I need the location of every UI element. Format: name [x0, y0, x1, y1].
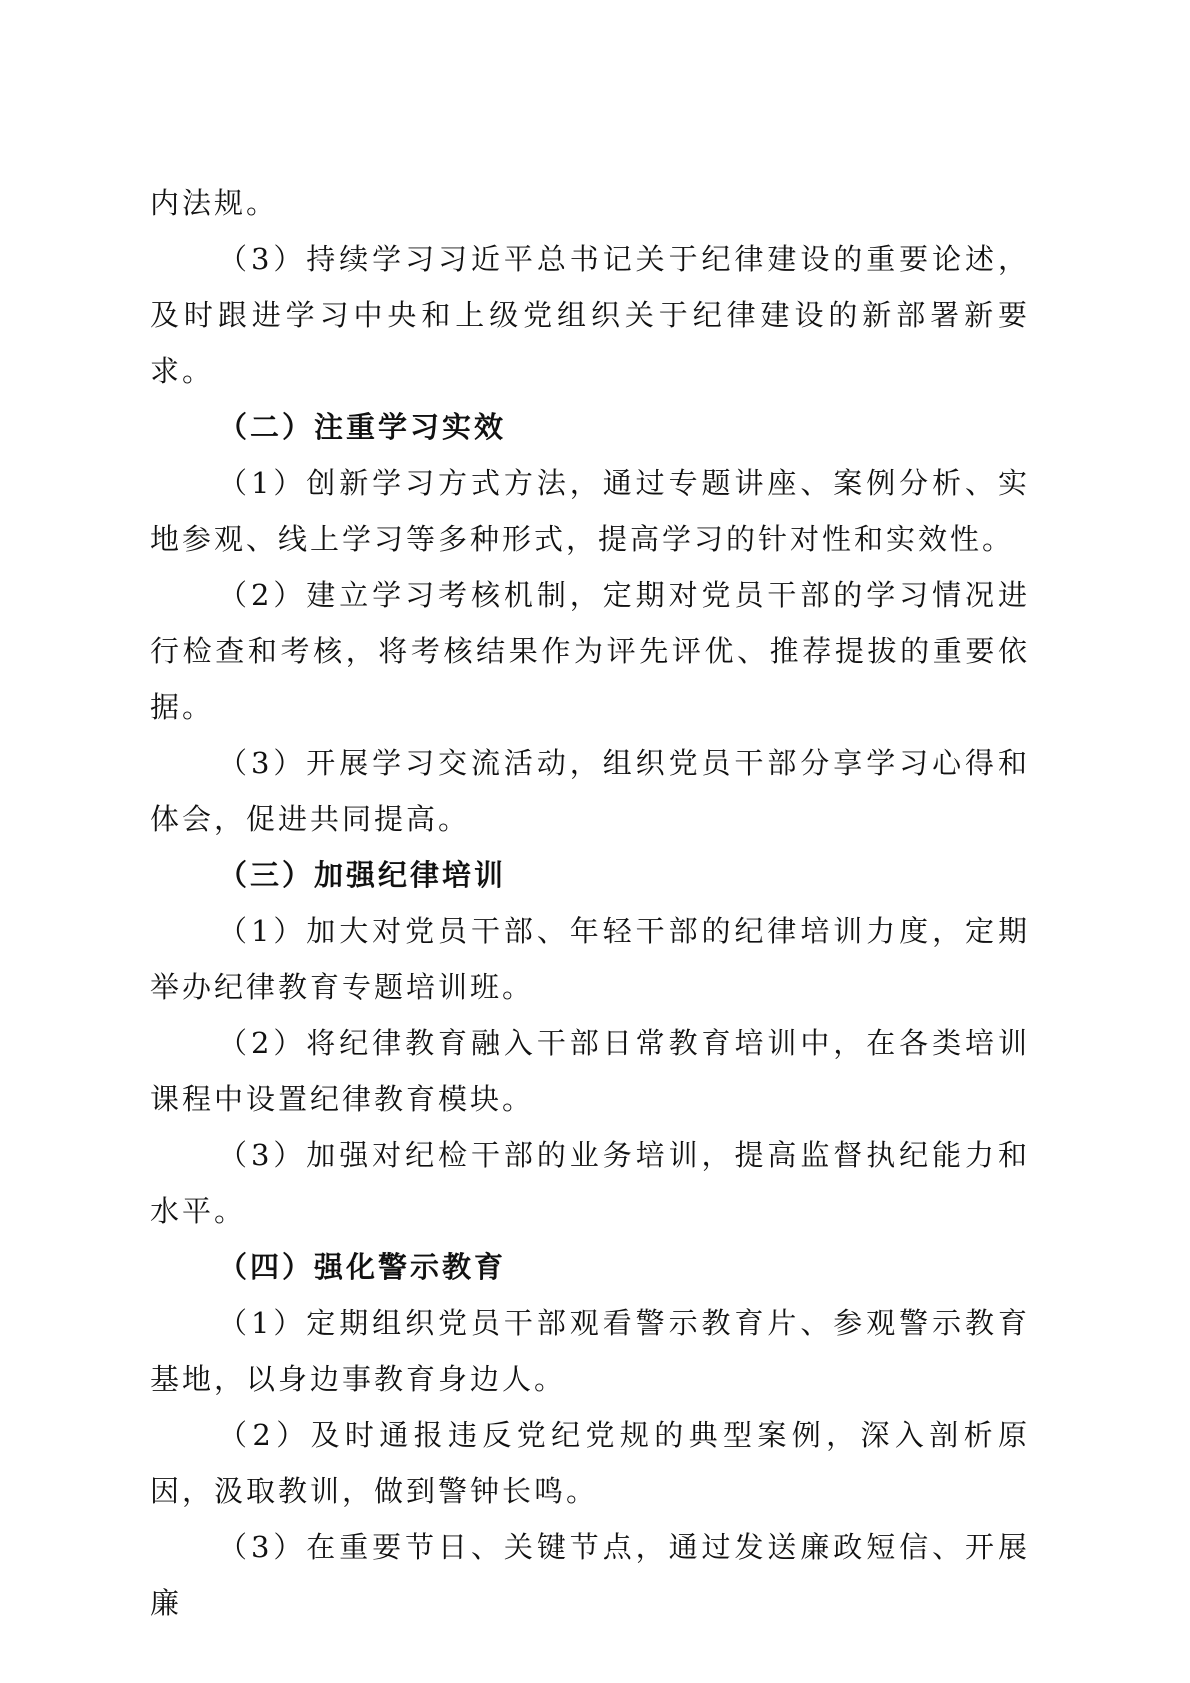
paragraph-item: （3）加强对纪检干部的业务培训，提高监督执纪能力和水平。 [150, 1138, 1030, 1228]
document-body [150, 175, 1030, 1631]
paragraph-item: （2）将纪律教育融入干部日常教育培训中，在各类培训课程中设置纪律教育模块。 [150, 1026, 1030, 1116]
paragraph-item: （2）及时通报违反党纪党规的典型案例，深入剖析原因，汲取教训，做到警钟长鸣。 [150, 1418, 1030, 1508]
paragraph-item: （2）建立学习考核机制，定期对党员干部的学习情况进行检查和考核，将考核结果作为评先评优、推荐提拔的重要依据。 [150, 578, 1030, 724]
paragraph-item: （3）在重要节日、关键节点，通过发送廉政短信、开展廉 [150, 1530, 1030, 1620]
paragraph-item: （3）持续学习习近平总书记关于纪律建设的重要论述，及时跟进学习中央和上级党组织关于纪律建设的新部署新要求。 [150, 242, 1030, 388]
section-heading: （三）加强纪律培训 [218, 858, 507, 892]
paragraph-item: （1）加大对党员干部、年轻干部的纪律培训力度，定期举办纪律教育专题培训班。 [150, 914, 1030, 1004]
paragraph-item: （1）定期组织党员干部观看警示教育片、参观警示教育基地，以身边事教育身边人。 [150, 1306, 1030, 1396]
paragraph-item: （1）创新学习方式方法，通过专题讲座、案例分析、实地参观、线上学习等多种形式，提高学习的针对性和实效性。 [150, 466, 1030, 556]
paragraph-continuation: 内法规。 [150, 186, 279, 220]
section-heading: （四）强化警示教育 [218, 1250, 507, 1284]
section-heading: （二）注重学习实效 [218, 410, 507, 444]
paragraph-item: （3）开展学习交流活动，组织党员干部分享学习心得和体会，促进共同提高。 [150, 746, 1030, 836]
